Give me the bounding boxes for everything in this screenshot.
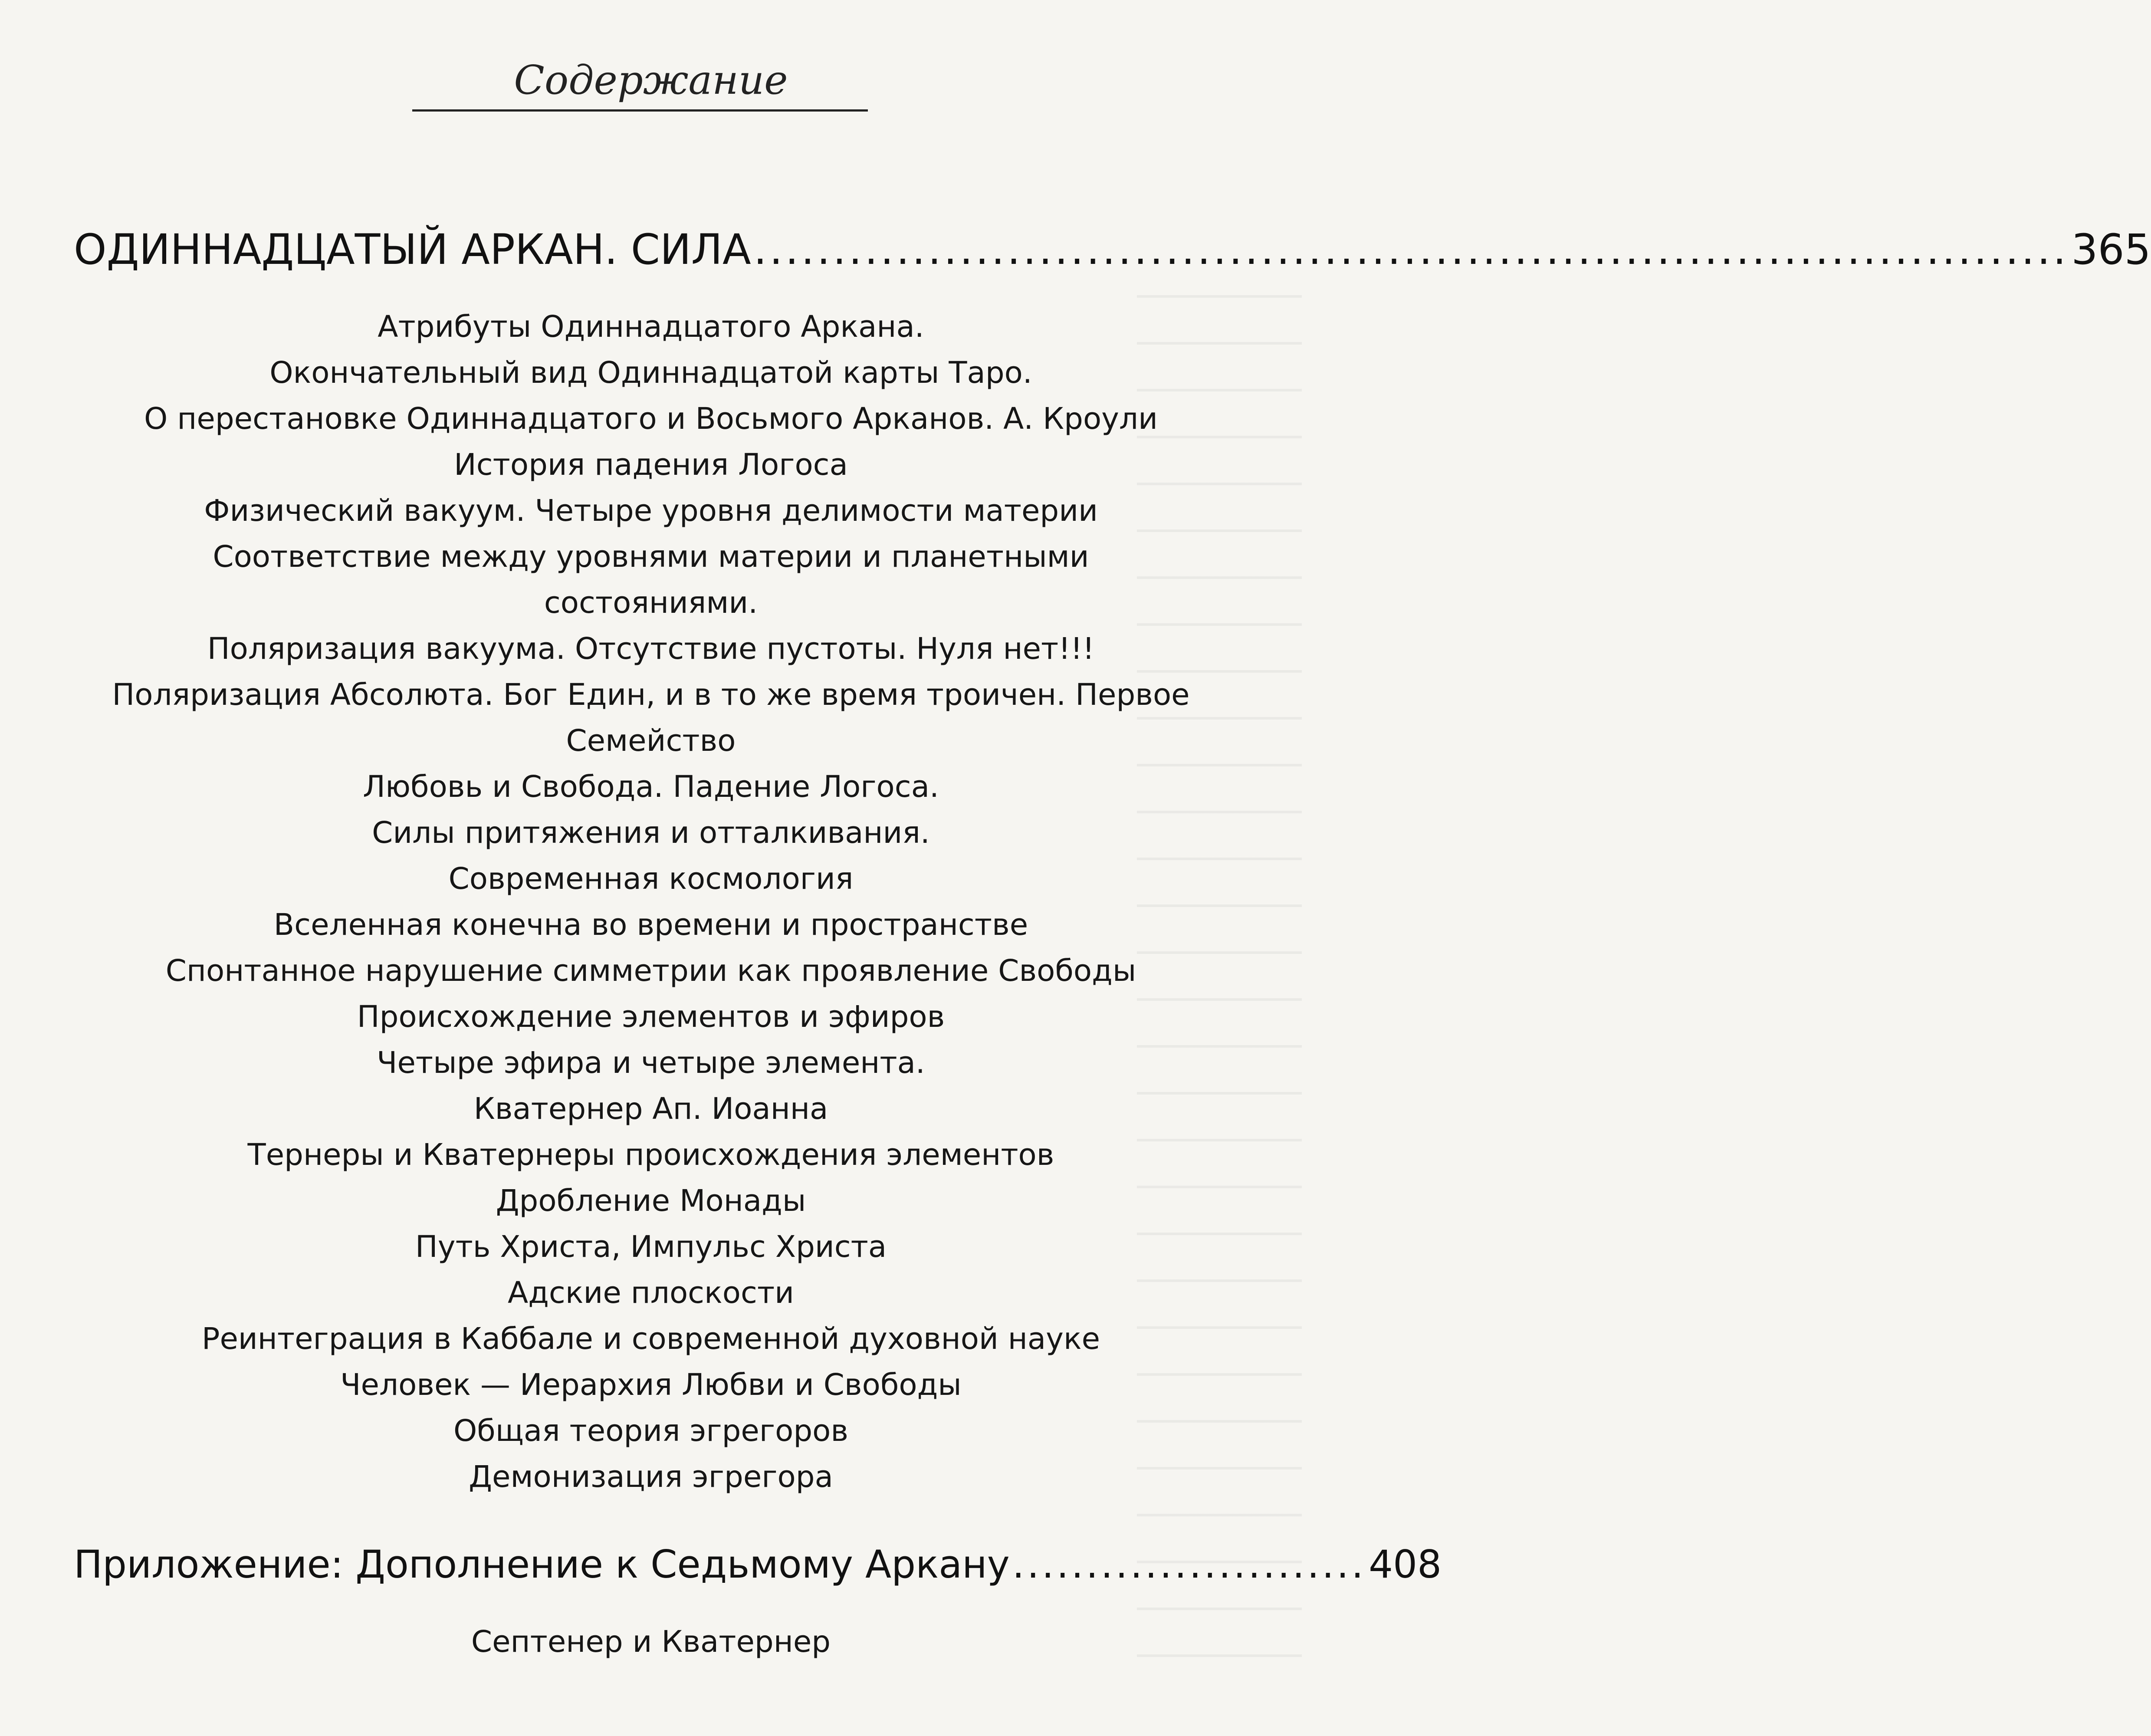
toc-section[interactable]: О перестановке Одиннадцатого и Восьмого Арканов. А. Кроули bbox=[144, 401, 1158, 436]
toc-entry-appendix[interactable] bbox=[74, 1536, 1442, 1593]
section-list-appendix bbox=[65, 1619, 1237, 1665]
toc-section[interactable]: Тернеры и Кватернеры происхождения элементов bbox=[247, 1138, 1054, 1172]
title-underline bbox=[412, 109, 868, 112]
toc-section[interactable]: Любовь и Свобода. Падение Логоса. bbox=[363, 769, 939, 804]
toc-section[interactable]: Происхождение элементов и эфиров bbox=[357, 1000, 945, 1034]
toc-section[interactable]: Человек — Иерархия Любви и Свободы bbox=[340, 1368, 962, 1402]
toc-section[interactable]: Вселенная конечна во времени и пространстве bbox=[273, 907, 1028, 942]
toc-section[interactable]: Силы притяжения и отталкивания. bbox=[372, 815, 930, 850]
toc-entry-chapter-eleven[interactable] bbox=[74, 221, 2151, 278]
page-number: 408 bbox=[1369, 1542, 1442, 1587]
toc-section[interactable]: Физический вакуум. Четыре уровня делимости материи bbox=[204, 493, 1098, 528]
page-title: Содержание bbox=[514, 57, 788, 103]
toc-section[interactable]: Адские плоскости bbox=[508, 1276, 794, 1310]
toc-section[interactable]: Спонтанное нарушение симметрии как проявление Свободы bbox=[165, 953, 1136, 988]
toc-section[interactable]: Путь Христа, Импульс Христа bbox=[415, 1230, 887, 1264]
toc-section[interactable]: Септенер и Кватернер bbox=[471, 1624, 831, 1659]
dot-leader: ........................ bbox=[1012, 1542, 1366, 1587]
toc-section[interactable]: Соответствие между уровнями материи и планетными bbox=[213, 539, 1089, 574]
toc-section[interactable]: Демонизация эгрегора bbox=[469, 1460, 833, 1494]
chapter-title: ОДИННАДЦАТЫЙ АРКАН. СИЛА bbox=[74, 225, 751, 274]
toc-section[interactable]: Атрибуты Одиннадцатого Аркана. bbox=[378, 309, 924, 344]
section-list-chapter-eleven bbox=[65, 304, 1237, 1500]
toc-section[interactable]: Окончательный вид Одиннадцатой карты Таро. bbox=[269, 355, 1032, 390]
toc-section-continuation[interactable]: состояниями. bbox=[544, 585, 758, 620]
dot-leader: ................................................................................... bbox=[753, 225, 2069, 274]
chapter-title: Приложение: Дополнение к Седьмому Аркану bbox=[74, 1542, 1010, 1587]
toc-section[interactable]: История падения Логоса bbox=[454, 447, 848, 482]
toc-section[interactable]: Современная космология bbox=[448, 861, 854, 896]
toc-section[interactable]: Кватернер Ап. Иоанна bbox=[473, 1092, 828, 1126]
page-number: 365 bbox=[2071, 225, 2151, 274]
toc-section[interactable]: Четыре эфира и четыре элемента. bbox=[377, 1046, 925, 1080]
toc-section[interactable]: Поляризация Абсолюта. Бог Един, и в то же время троичен. Первое bbox=[112, 677, 1190, 712]
toc-section-continuation[interactable]: Семейство bbox=[566, 723, 736, 758]
toc-section[interactable]: Поляризация вакуума. Отсутствие пустоты. Нуля нет!!! bbox=[207, 631, 1095, 666]
toc-section[interactable]: Общая теория эгрегоров bbox=[453, 1414, 849, 1448]
toc-section[interactable]: Дробление Монады bbox=[496, 1184, 806, 1218]
toc-section[interactable]: Реинтеграция в Каббале и современной духовной науке bbox=[201, 1322, 1100, 1356]
